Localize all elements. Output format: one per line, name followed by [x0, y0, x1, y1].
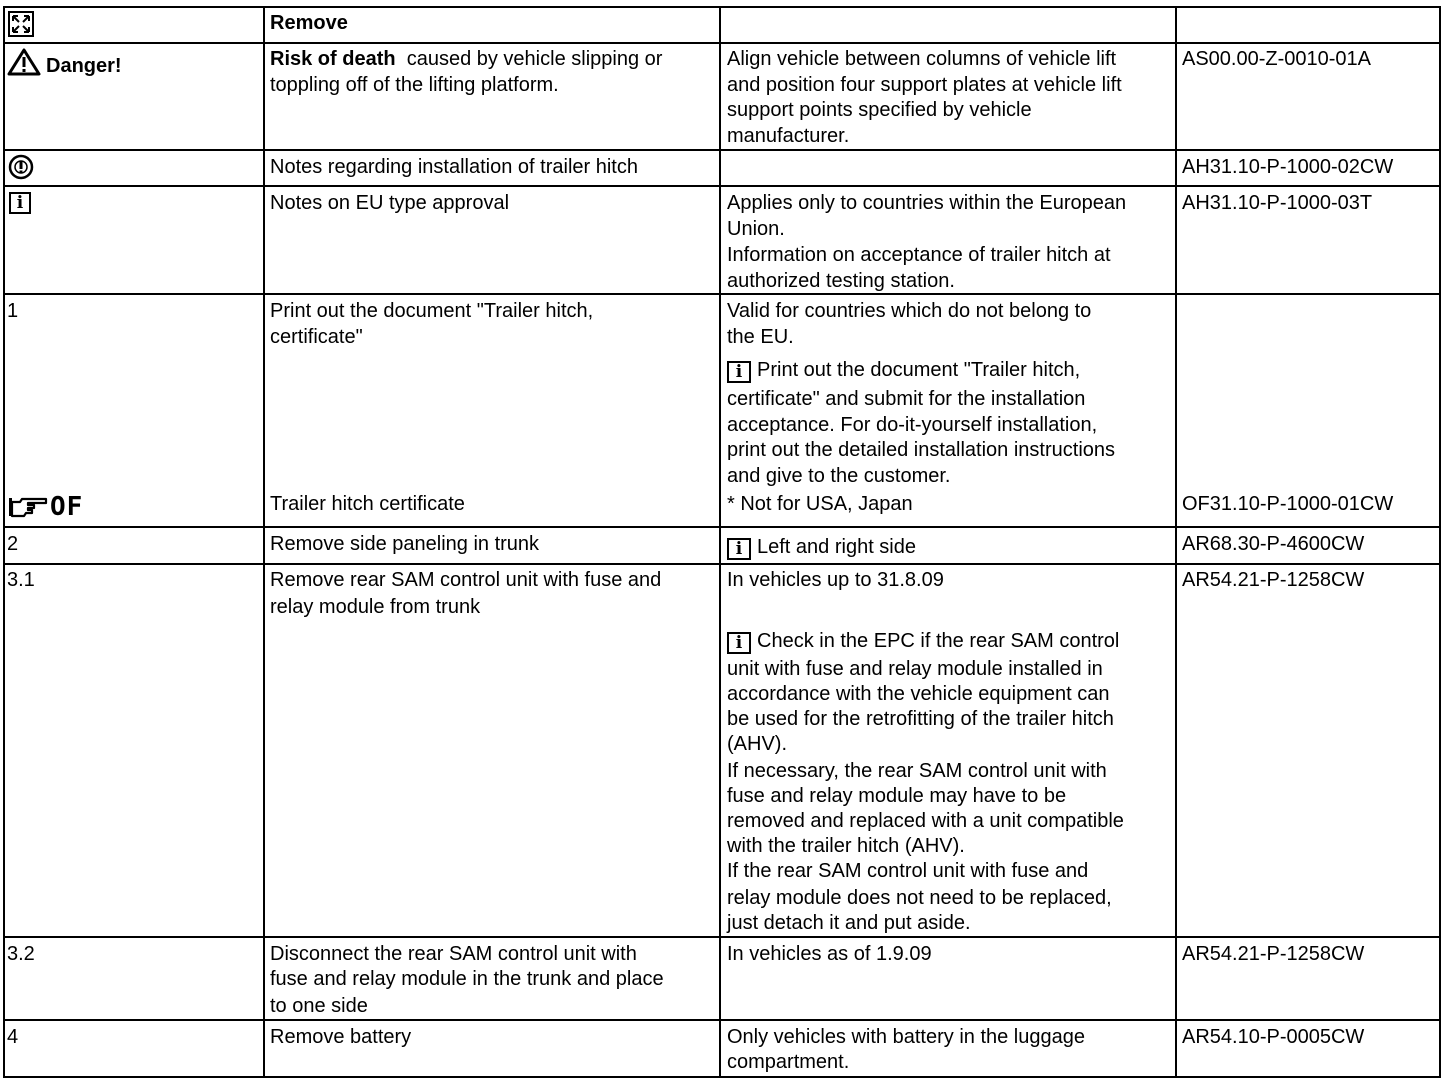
- step31-info-line: If necessary, the rear SAM control unit with: [727, 760, 1107, 782]
- step4-note-line: Only vehicles with battery in the luggage: [727, 1026, 1085, 1048]
- step31-info-line: If the rear SAM control unit with fuse and: [727, 860, 1089, 882]
- step32-text-line: Disconnect the rear SAM control unit with: [270, 943, 637, 965]
- info-icon: i: [727, 632, 751, 654]
- step1-info-line: print out the detailed installation instructions: [727, 439, 1116, 461]
- row-divider: [3, 1019, 1441, 1021]
- notes-install-ref: AH31.10-P-1000-02CW: [1182, 156, 1394, 178]
- step1-note-line: Valid for countries which do not belong to: [727, 300, 1092, 322]
- of-text: Trailer hitch certificate: [270, 493, 465, 515]
- step31-info-line: removed and replaced with a unit compatible: [727, 810, 1124, 832]
- step1-text-line: certificate": [270, 325, 363, 348]
- step4-text: Remove battery: [270, 1026, 412, 1048]
- of-label: OF: [50, 492, 84, 522]
- step-number: 3.1: [7, 569, 35, 591]
- danger-ref: AS00.00-Z-0010-01A: [1182, 48, 1372, 70]
- step31-info-line: relay module does not need to be replaced,: [727, 887, 1112, 909]
- notes-install-text: Notes regarding installation of trailer hitch: [270, 156, 638, 178]
- step-number: 1: [7, 300, 19, 322]
- step31-info-line: i Check in the EPC if the rear SAM control: [727, 629, 1119, 655]
- col-divider: [719, 6, 721, 1078]
- step4-ref: AR54.10-P-0005CW: [1182, 1026, 1365, 1048]
- step2-text: Remove side paneling in trunk: [270, 533, 540, 555]
- step31-info-line: be used for the retrofitting of the trailer hitch: [727, 708, 1114, 730]
- step2-note: i Left and right side: [727, 535, 916, 561]
- danger-label: Danger!: [46, 55, 122, 77]
- notes-eu-ref: AH31.10-P-1000-03T: [1182, 192, 1373, 214]
- danger-note-line: support points specified by vehicle: [727, 99, 1032, 121]
- info-icon: i: [9, 192, 31, 214]
- col-divider: [3, 6, 5, 1078]
- table-border-bottom: [3, 1076, 1441, 1078]
- step31-info-line: accordance with the vehicle equipment can: [727, 683, 1110, 705]
- step1-info-line: i Print out the document "Trailer hitch,: [727, 358, 1080, 384]
- notes-eu-note-line: authorized testing station.: [727, 269, 955, 292]
- notes-eu-text: Notes on EU type approval: [270, 192, 510, 214]
- warning-triangle-icon: [7, 48, 41, 76]
- table-border-top: [3, 6, 1441, 8]
- info-icon: i: [727, 361, 751, 383]
- col-divider: [1439, 6, 1441, 1078]
- step1-info-line: and give to the customer.: [727, 464, 951, 487]
- row-divider: [3, 936, 1441, 938]
- step1-info-line: acceptance. For do-it-yourself installation,: [727, 413, 1098, 436]
- step4-note-line: compartment.: [727, 1051, 850, 1073]
- of-note: * Not for USA, Japan: [727, 493, 913, 515]
- notes-eu-note-line: Union.: [727, 217, 785, 240]
- step31-text-line: Remove rear SAM control unit with fuse and: [270, 569, 662, 591]
- expand-arrows-icon: [8, 11, 34, 37]
- danger-note-line: Align vehicle between columns of vehicle lift: [727, 48, 1117, 70]
- step32-text-line: fuse and relay module in the trunk and place: [270, 968, 664, 990]
- danger-risk-line-2: toppling off of the lifting platform.: [270, 73, 559, 96]
- col-divider: [263, 6, 265, 1078]
- row-divider: [3, 563, 1441, 565]
- row-divider: [3, 526, 1441, 528]
- row-divider: [3, 42, 1441, 44]
- step31-info-line: (AHV).: [727, 733, 787, 755]
- of-ref: OF31.10-P-1000-01CW: [1182, 493, 1394, 515]
- step-number: 4: [7, 1026, 19, 1048]
- row-divider: [3, 185, 1441, 187]
- step32-note: In vehicles as of 1.9.09: [727, 943, 932, 965]
- step31-ref: AR54.21-P-1258CW: [1182, 569, 1365, 591]
- danger-note-line: manufacturer.: [727, 124, 850, 147]
- step1-note-line: the EU.: [727, 325, 794, 348]
- step1-text-line: Print out the document "Trailer hitch,: [270, 300, 594, 322]
- step31-note: In vehicles up to 31.8.09: [727, 569, 944, 591]
- step32-text-line: to one side: [270, 995, 368, 1017]
- step31-text-line: relay module from trunk: [270, 596, 481, 618]
- step-number: 2: [7, 533, 19, 555]
- pointing-hand-icon: [8, 494, 48, 520]
- notes-eu-note-line: Applies only to countries within the European: [727, 192, 1127, 214]
- danger-risk-line-1: Risk of death caused by vehicle slipping or: [270, 48, 663, 70]
- step1-info-line: certificate" and submit for the installation: [727, 388, 1086, 410]
- step-number: 3.2: [7, 943, 35, 965]
- col-divider: [1175, 6, 1177, 1078]
- row-divider: [3, 293, 1441, 295]
- notes-eu-note-line: Information on acceptance of trailer hitch at: [727, 244, 1111, 266]
- info-icon: i: [727, 538, 751, 560]
- header-remove: Remove: [270, 12, 348, 34]
- step32-ref: AR54.21-P-1258CW: [1182, 943, 1365, 965]
- step31-info-line: fuse and relay module may have to be: [727, 785, 1067, 807]
- danger-note-line: and position four support plates at vehicle lift: [727, 73, 1122, 96]
- row-divider: [3, 149, 1441, 151]
- step31-info-line: unit with fuse and relay module installed in: [727, 658, 1103, 680]
- step31-info-line: just detach it and put aside.: [727, 912, 971, 934]
- step2-ref: AR68.30-P-4600CW: [1182, 533, 1365, 555]
- step31-info-line: with the trailer hitch (AHV).: [727, 835, 965, 857]
- notes-circle-icon: [8, 154, 34, 180]
